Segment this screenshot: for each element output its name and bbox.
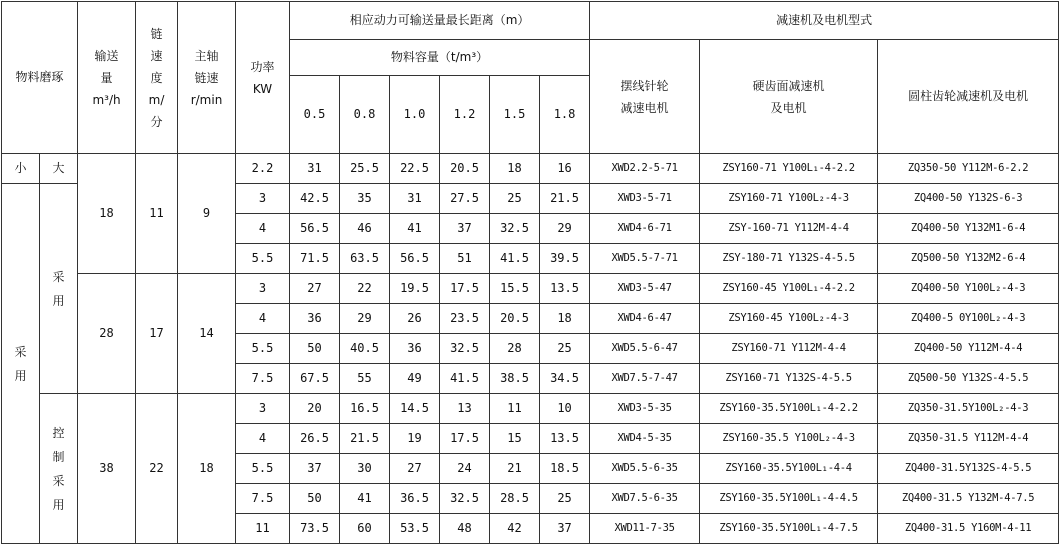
table-row	[2, 274, 1059, 304]
header-hardened-reducer: 硬齿面减速机 及电机	[700, 40, 878, 154]
density-value: 1.8	[540, 76, 590, 154]
cylindrical-model: ZQ400-31.5 Y160M-4-11	[878, 514, 1059, 544]
distance-cell: 51	[440, 244, 490, 274]
distance-cell: 48	[440, 514, 490, 544]
distance-cell: 25	[540, 484, 590, 514]
hardened-model: ZSY160-35.5Y100L₁-4-4.5	[700, 484, 878, 514]
hardened-model: ZSY160-35.5Y100L₁-4-2.2	[700, 394, 878, 424]
cycloid-model: XWD7.5-7-47	[590, 364, 700, 394]
capacity-cell: 38	[78, 394, 136, 544]
label-use-main: 采 用	[2, 184, 40, 544]
distance-cell: 10	[540, 394, 590, 424]
distance-cell: 29	[340, 304, 390, 334]
power-cell: 3	[236, 274, 290, 304]
header-distance-group: 相应动力可输送量最长距离（m）	[290, 2, 590, 40]
table-row	[2, 154, 1059, 184]
distance-cell: 67.5	[290, 364, 340, 394]
header-capacity: 输送 量 m³/h	[78, 2, 136, 154]
hardened-model: ZSY160-35.5Y100L₁-4-4	[700, 454, 878, 484]
distance-cell: 14.5	[390, 394, 440, 424]
cycloid-model: XWD3-5-47	[590, 274, 700, 304]
table-row	[2, 394, 1059, 424]
distance-cell: 55	[340, 364, 390, 394]
distance-cell: 19.5	[390, 274, 440, 304]
distance-cell: 29	[540, 214, 590, 244]
power-cell: 5.5	[236, 244, 290, 274]
distance-cell: 18	[540, 304, 590, 334]
cylindrical-model: ZQ350-31.5Y100L₂-4-3	[878, 394, 1059, 424]
distance-cell: 28.5	[490, 484, 540, 514]
distance-cell: 20.5	[490, 304, 540, 334]
distance-cell: 49	[390, 364, 440, 394]
header-cycloid-reducer: 摆线针轮 减速电机	[590, 40, 700, 154]
distance-cell: 41.5	[490, 244, 540, 274]
power-cell: 5.5	[236, 454, 290, 484]
distance-cell: 50	[290, 484, 340, 514]
density-value: 1.2	[440, 76, 490, 154]
distance-cell: 22	[340, 274, 390, 304]
header-power: 功率 KW	[236, 2, 290, 154]
hardened-model: ZSY160-71 Y132S-4-5.5	[700, 364, 878, 394]
distance-cell: 35	[340, 184, 390, 214]
cylindrical-model: ZQ400-50 Y132M1-6-4	[878, 214, 1059, 244]
cylindrical-model: ZQ500-50 Y132S-4-5.5	[878, 364, 1059, 394]
distance-cell: 42	[490, 514, 540, 544]
distance-cell: 21.5	[540, 184, 590, 214]
distance-cell: 17.5	[440, 274, 490, 304]
cycloid-model: XWD11-7-35	[590, 514, 700, 544]
distance-cell: 20	[290, 394, 340, 424]
cycloid-model: XWD5.5-6-47	[590, 334, 700, 364]
distance-cell: 56.5	[390, 244, 440, 274]
distance-cell: 21	[490, 454, 540, 484]
chain-speed-cell: 22	[136, 394, 178, 544]
distance-cell: 18.5	[540, 454, 590, 484]
power-cell: 4	[236, 214, 290, 244]
power-cell: 11	[236, 514, 290, 544]
cycloid-model: XWD7.5-6-35	[590, 484, 700, 514]
label-use-sub: 采 用	[40, 184, 78, 394]
distance-cell: 36.5	[390, 484, 440, 514]
distance-cell: 16.5	[340, 394, 390, 424]
distance-cell: 46	[340, 214, 390, 244]
cycloid-model: XWD2.2-5-71	[590, 154, 700, 184]
cycloid-model: XWD3-5-35	[590, 394, 700, 424]
distance-cell: 23.5	[440, 304, 490, 334]
label-large: 大	[40, 154, 78, 184]
distance-cell: 11	[490, 394, 540, 424]
power-cell: 7.5	[236, 484, 290, 514]
distance-cell: 63.5	[340, 244, 390, 274]
distance-cell: 41.5	[440, 364, 490, 394]
cylindrical-model: ZQ400-50 Y112M-4-4	[878, 334, 1059, 364]
density-value: 1.0	[390, 76, 440, 154]
distance-cell: 16	[540, 154, 590, 184]
hardened-model: ZSY160-45 Y100L₂-4-3	[700, 304, 878, 334]
distance-cell: 41	[340, 484, 390, 514]
distance-cell: 18	[490, 154, 540, 184]
label-control-use: 控 制 采 用	[40, 394, 78, 544]
cycloid-model: XWD4-6-47	[590, 304, 700, 334]
header-cylindrical-reducer: 圆柱齿轮减速机及电机	[878, 40, 1059, 154]
label-small: 小	[2, 154, 40, 184]
distance-cell: 25.5	[340, 154, 390, 184]
distance-cell: 13.5	[540, 274, 590, 304]
cylindrical-model: ZQ350-50 Y112M-6-2.2	[878, 154, 1059, 184]
conveyor-spec-table	[1, 1, 1059, 544]
header-density-group: 物料容量（t/m³）	[290, 40, 590, 76]
distance-cell: 28	[490, 334, 540, 364]
power-cell: 3	[236, 394, 290, 424]
hardened-model: ZSY-180-71 Y132S-4-5.5	[700, 244, 878, 274]
power-cell: 5.5	[236, 334, 290, 364]
distance-cell: 32.5	[440, 334, 490, 364]
distance-cell: 19	[390, 424, 440, 454]
distance-cell: 21.5	[340, 424, 390, 454]
header-reducer-group: 减速机及电机型式	[590, 2, 1059, 40]
density-value: 0.5	[290, 76, 340, 154]
distance-cell: 26.5	[290, 424, 340, 454]
hardened-model: ZSY160-71 Y100L₁-4-2.2	[700, 154, 878, 184]
cylindrical-model: ZQ400-50 Y100L₂-4-3	[878, 274, 1059, 304]
cycloid-model: XWD3-5-71	[590, 184, 700, 214]
cycloid-model: XWD4-5-35	[590, 424, 700, 454]
hardened-model: ZSY160-35.5Y100L₁-4-7.5	[700, 514, 878, 544]
distance-cell: 26	[390, 304, 440, 334]
distance-cell: 13.5	[540, 424, 590, 454]
chain-speed-cell: 17	[136, 274, 178, 394]
distance-cell: 37	[440, 214, 490, 244]
shaft-speed-cell: 18	[178, 394, 236, 544]
cylindrical-model: ZQ400-31.5Y132S-4-5.5	[878, 454, 1059, 484]
hardened-model: ZSY160-71 Y100L₂-4-3	[700, 184, 878, 214]
cycloid-model: XWD5.5-6-35	[590, 454, 700, 484]
hardened-model: ZSY-160-71 Y112M-4-4	[700, 214, 878, 244]
distance-cell: 25	[490, 184, 540, 214]
cylindrical-model: ZQ500-50 Y132M2-6-4	[878, 244, 1059, 274]
distance-cell: 32.5	[440, 484, 490, 514]
distance-cell: 27.5	[440, 184, 490, 214]
distance-cell: 37	[540, 514, 590, 544]
power-cell: 3	[236, 184, 290, 214]
header-material: 物料磨琢	[2, 2, 78, 154]
distance-cell: 50	[290, 334, 340, 364]
distance-cell: 56.5	[290, 214, 340, 244]
distance-cell: 37	[290, 454, 340, 484]
cylindrical-model: ZQ400-5 0Y100L₂-4-3	[878, 304, 1059, 334]
distance-cell: 53.5	[390, 514, 440, 544]
header-shaft-speed: 主轴 链速 r/min	[178, 2, 236, 154]
shaft-speed-cell: 9	[178, 154, 236, 274]
distance-cell: 42.5	[290, 184, 340, 214]
hardened-model: ZSY160-45 Y100L₁-4-2.2	[700, 274, 878, 304]
cylindrical-model: ZQ400-50 Y132S-6-3	[878, 184, 1059, 214]
distance-cell: 31	[290, 154, 340, 184]
distance-cell: 24	[440, 454, 490, 484]
distance-cell: 25	[540, 334, 590, 364]
distance-cell: 31	[390, 184, 440, 214]
distance-cell: 71.5	[290, 244, 340, 274]
power-cell: 4	[236, 424, 290, 454]
distance-cell: 40.5	[340, 334, 390, 364]
power-cell: 7.5	[236, 364, 290, 394]
cylindrical-model: ZQ400-31.5 Y132M-4-7.5	[878, 484, 1059, 514]
distance-cell: 32.5	[490, 214, 540, 244]
density-value: 1.5	[490, 76, 540, 154]
distance-cell: 13	[440, 394, 490, 424]
cycloid-model: XWD5.5-7-71	[590, 244, 700, 274]
distance-cell: 22.5	[390, 154, 440, 184]
distance-cell: 36	[390, 334, 440, 364]
distance-cell: 27	[390, 454, 440, 484]
distance-cell: 41	[390, 214, 440, 244]
distance-cell: 39.5	[540, 244, 590, 274]
hardened-model: ZSY160-35.5 Y100L₂-4-3	[700, 424, 878, 454]
cylindrical-model: ZQ350-31.5 Y112M-4-4	[878, 424, 1059, 454]
distance-cell: 17.5	[440, 424, 490, 454]
distance-cell: 30	[340, 454, 390, 484]
distance-cell: 15	[490, 424, 540, 454]
density-value: 0.8	[340, 76, 390, 154]
distance-cell: 15.5	[490, 274, 540, 304]
hardened-model: ZSY160-71 Y112M-4-4	[700, 334, 878, 364]
cycloid-model: XWD4-6-71	[590, 214, 700, 244]
distance-cell: 34.5	[540, 364, 590, 394]
power-cell: 2.2	[236, 154, 290, 184]
distance-cell: 38.5	[490, 364, 540, 394]
distance-cell: 20.5	[440, 154, 490, 184]
distance-cell: 36	[290, 304, 340, 334]
header-chain-speed: 链 速 度 m/ 分	[136, 2, 178, 154]
chain-speed-cell: 11	[136, 154, 178, 274]
power-cell: 4	[236, 304, 290, 334]
distance-cell: 60	[340, 514, 390, 544]
distance-cell: 73.5	[290, 514, 340, 544]
capacity-cell: 18	[78, 154, 136, 274]
shaft-speed-cell: 14	[178, 274, 236, 394]
capacity-cell: 28	[78, 274, 136, 394]
distance-cell: 27	[290, 274, 340, 304]
